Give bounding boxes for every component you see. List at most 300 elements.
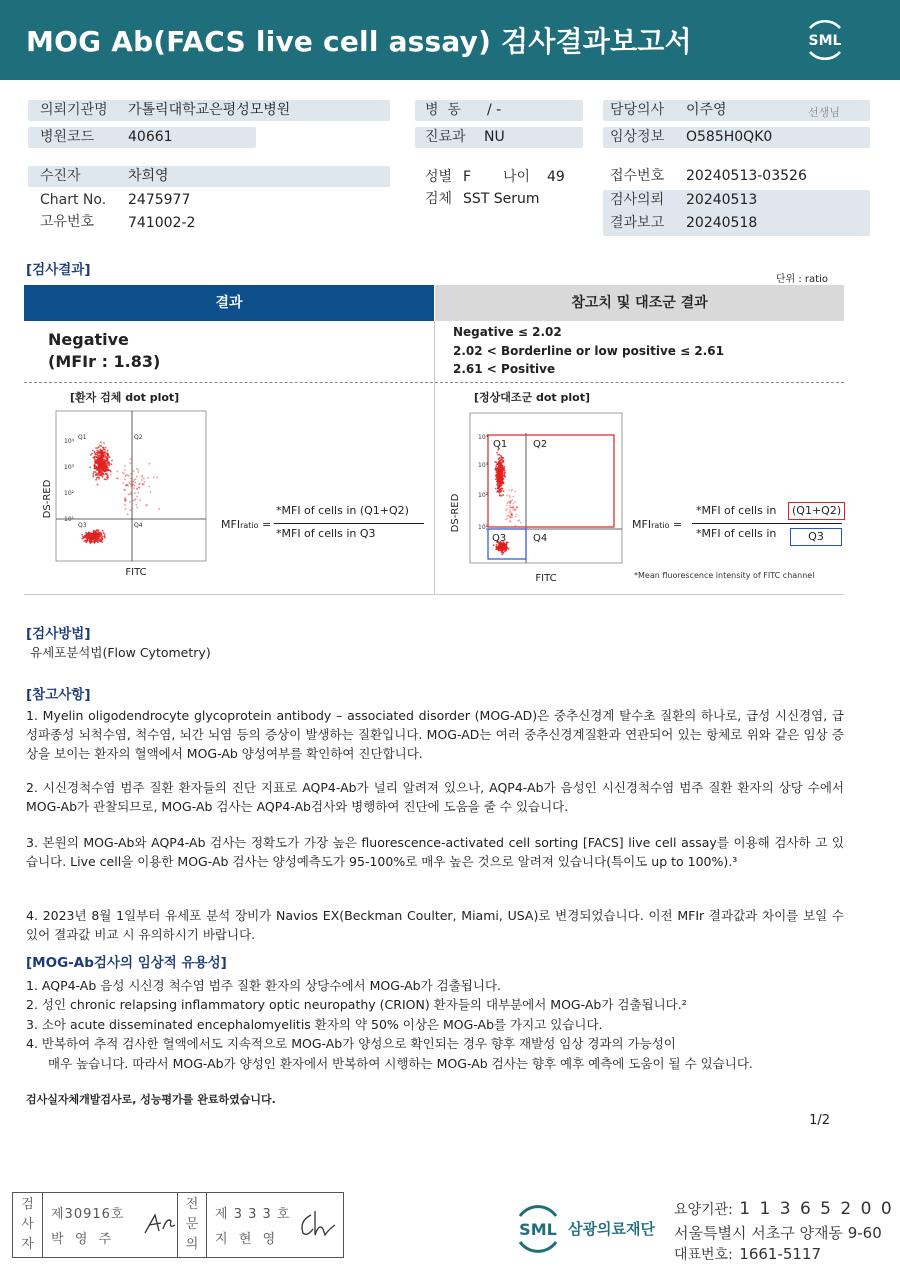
scatter-dot <box>512 514 514 516</box>
scatter-dot <box>504 548 506 550</box>
scatter-dot <box>136 476 138 478</box>
dept-label: 진료과 <box>425 129 466 145</box>
scatter-dot <box>99 445 101 447</box>
scatter-dot <box>507 542 509 544</box>
scatter-dot <box>107 475 109 477</box>
scatter-dot <box>137 492 139 494</box>
scatter-dot <box>96 477 98 479</box>
scatter-dot <box>130 473 132 475</box>
scatter-dot <box>504 466 506 468</box>
scatter-dot <box>495 488 497 490</box>
note-4: 4. 2023년 8월 1일부터 유세포 분석 장비가 Navios EX(Beckman Coulter, Miami, USA)로 변경되었습니다. 이전 MFIr 결과값과 차이를 보일 수 있어 결과값 비교 시 유의하시기 바랍니다. <box>26 908 844 942</box>
scatter-dot <box>504 544 506 546</box>
denominator-right: *MFI of cells in <box>696 527 777 540</box>
scatter-dot <box>135 498 137 500</box>
scatter-dot <box>134 482 136 484</box>
inspector-signature <box>141 1209 177 1239</box>
scatter-dot <box>92 450 94 452</box>
scatter-dot <box>501 551 503 553</box>
inspector-name: 박 영 주 <box>51 1232 113 1247</box>
scatter-dot <box>98 464 100 466</box>
inspector-vertical-label: 검사자 <box>13 1193 43 1257</box>
scatter-dot <box>82 536 84 538</box>
results-table <box>24 285 844 595</box>
specialist-number: 제 3 3 3 호 <box>215 1207 291 1222</box>
results-section-title: [검사결과] <box>26 262 91 278</box>
fraction-line <box>274 523 424 524</box>
scatter-dot <box>93 467 95 469</box>
scatter-dot <box>494 461 496 463</box>
scatter-dot <box>506 495 508 497</box>
scatter-dot <box>136 488 138 490</box>
scatter-dot <box>94 458 96 460</box>
scatter-dot <box>93 538 95 540</box>
svg-text:10¹: 10¹ <box>64 516 75 523</box>
scatter-dot <box>503 546 505 548</box>
scatter-dot <box>501 483 503 485</box>
receipt-label: 접수번호 <box>610 168 665 184</box>
ref-negative: Negative ≤ 2.02 <box>453 325 562 339</box>
scatter-dot <box>130 458 132 460</box>
mfi-note: *Mean fluorescence intensity of FITC channel <box>634 571 815 580</box>
note-3: 3. 본원의 MOG-Ab와 AQP4-Ab 검사는 정확도가 가장 높은 fluorescence-activated cell sorting [FACS] live cell assay를 이용해 검사하 고 있습니다. Live cell을 이용한 MOG-Ab 검사는 양성예측도가 95-100%로 매우 높은 것으로 알려져 있습니다(특이도 up to 100%).³ <box>26 835 844 869</box>
scatter-dot <box>82 538 84 540</box>
scatter-dot <box>102 530 104 532</box>
scatter-dot <box>136 507 138 509</box>
scatter-dot <box>156 477 158 479</box>
scatter-dot <box>501 495 503 497</box>
mfi-ratio-label: MFIratio = <box>632 518 683 531</box>
request-label: 검사의뢰 <box>610 192 665 208</box>
inspector-number: 제30916호 <box>51 1207 125 1222</box>
scatter-dot <box>501 487 503 489</box>
utility-item-1: 1. AQP4-Ab 음성 시신경 척수염 범주 질환 환자의 상당수에서 MOG-Ab가 검출됩니다. <box>26 978 501 993</box>
scatter-dot <box>94 531 96 533</box>
scatter-dot <box>97 452 99 454</box>
scatter-dot <box>124 478 126 480</box>
scatter-dot <box>84 536 86 538</box>
scatter-dot <box>503 461 505 463</box>
scatter-dot <box>96 461 98 463</box>
scatter-dot <box>498 480 500 482</box>
scatter-dot <box>111 463 113 465</box>
scatter-dot <box>135 504 137 506</box>
scatter-dot <box>133 479 135 481</box>
scatter-dot <box>100 534 102 536</box>
scatter-dot <box>98 536 100 538</box>
scatter-dot <box>511 499 513 501</box>
scatter-dot <box>104 470 106 472</box>
scatter-dot <box>515 516 517 518</box>
scatter-dot <box>102 460 104 462</box>
scatter-dot <box>88 532 90 534</box>
scatter-dot <box>91 453 93 455</box>
scatter-dot <box>125 508 127 510</box>
scatter-dot <box>502 467 504 469</box>
chart-value: 2475977 <box>128 192 191 208</box>
doctor-suffix: 선생님 <box>808 106 840 119</box>
scatter-dot <box>129 462 131 464</box>
reference-ranges <box>453 323 724 379</box>
scatter-dot <box>105 447 107 449</box>
scatter-dot <box>509 507 511 509</box>
scatter-dot <box>499 486 501 488</box>
scatter-dot <box>89 541 91 543</box>
result-status: Negative <box>48 330 129 349</box>
scatter-dot <box>501 478 503 480</box>
scatter-dot <box>512 496 514 498</box>
scatter-dot <box>130 481 132 483</box>
utility-item-4b: 매우 높습니다. 따라서 MOG-Ab가 양성인 환자에서 반복하여 시행하는 MOG-Ab 검사는 향후 예후 예측에 도움이 될 수 있습니다. <box>48 1056 753 1071</box>
report-value: 20240518 <box>686 215 758 231</box>
scatter-dot <box>517 520 519 522</box>
scatter-dot <box>499 473 501 475</box>
scatter-dot <box>125 474 127 476</box>
scatter-dot <box>498 463 500 465</box>
patient-dot-plot <box>34 407 214 587</box>
phone-label: 대표번호: <box>674 1247 733 1263</box>
scatter-dot <box>108 461 110 463</box>
scatter-dot <box>498 461 500 463</box>
scatter-dot <box>92 457 94 459</box>
care-institution-line <box>674 1199 894 1219</box>
scatter-dot <box>132 500 134 502</box>
scatter-dot <box>498 478 500 480</box>
scatter-dot <box>110 471 112 473</box>
scatter-dot <box>96 472 98 474</box>
scatter-dot <box>95 454 97 456</box>
svg-text:10³: 10³ <box>64 464 75 471</box>
scatter-dot <box>495 468 497 470</box>
phone-number: 1661-5117 <box>739 1245 822 1263</box>
scatter-dot <box>495 478 497 480</box>
scatter-dot <box>124 504 126 506</box>
scatter-dot <box>103 452 105 454</box>
scatter-dot <box>89 538 91 540</box>
scatter-dot <box>102 532 104 534</box>
scatter-dot <box>504 551 506 553</box>
scatter-dot <box>98 540 100 542</box>
scatter-dot <box>503 482 505 484</box>
request-value: 20240513 <box>686 192 758 208</box>
scatter-dot <box>95 471 97 473</box>
scatter-dot <box>105 479 107 481</box>
foundation-name: 삼광의료재단 <box>568 1220 655 1238</box>
scatter-dot <box>509 509 511 511</box>
scatter-dot <box>512 509 514 511</box>
scatter-dot <box>91 535 93 537</box>
scatter-dot <box>97 484 99 486</box>
scatter-dot <box>123 473 125 475</box>
scatter-dot <box>107 455 109 457</box>
uid-label: 고유번호 <box>40 214 95 230</box>
scatter-dot <box>141 476 143 478</box>
scatter-dot <box>497 467 499 469</box>
scatter-dot <box>103 474 105 476</box>
scatter-dot <box>498 469 500 471</box>
scatter-dot <box>499 484 501 486</box>
scatter-dot <box>122 472 124 474</box>
q4-label: Q4 <box>134 522 143 529</box>
scatter-dot <box>496 452 498 454</box>
uid-value: 741002-2 <box>128 215 196 231</box>
control-plot-caption: [정상대조군 dot plot] <box>474 391 590 404</box>
svg-text:10²: 10² <box>64 490 75 497</box>
scatter-dot <box>134 485 136 487</box>
scatter-dot <box>142 483 144 485</box>
scatter-dot <box>100 474 102 476</box>
scatter-dot <box>504 472 506 474</box>
hospital-code-label: 병원코드 <box>40 129 95 145</box>
scatter-dot <box>131 492 133 494</box>
scatter-dot <box>506 505 508 507</box>
result-value <box>48 329 160 373</box>
utility-section-title: [MOG-Ab검사의 임상적 유용성] <box>26 955 227 971</box>
scatter-dot <box>130 478 132 480</box>
q3-label: Q3 <box>492 533 507 544</box>
scatter-dot <box>130 483 132 485</box>
scatter-dot <box>137 469 139 471</box>
specimen-value: SST Serum <box>463 191 540 207</box>
q1-label: Q1 <box>493 439 508 450</box>
scatter-dot <box>124 465 126 467</box>
numerator-right: *MFI of cells in <box>696 504 777 517</box>
scatter-dot <box>506 508 508 510</box>
ref-positive: 2.61 < Positive <box>453 362 556 376</box>
scatter-dot <box>100 458 102 460</box>
scatter-dot <box>127 513 129 515</box>
scatter-dot <box>103 466 105 468</box>
sml-footer-logo-text: SML <box>519 1220 557 1239</box>
note-2: 2. 시신경척수염 범주 질환 환자들의 진단 지표로 AQP4-Ab가 널리 알려져 있으나, AQP4-Ab가 음성인 시신경척수염 범주 질환 환자의 상당 수에서 MOG-Ab가 관찰되므로, MOG-Ab 검사는 AQP4-Ab검사와 병행하여 진단에 도움을 줄 수 있습니다. <box>26 780 845 814</box>
scatter-dot <box>148 486 150 488</box>
scatter-dot <box>509 500 511 502</box>
sex-value: F <box>463 169 472 185</box>
result-mfir: (MFIr : 1.83) <box>48 352 161 371</box>
utility-item-3: 3. 소아 acute disseminated encephalomyelitis 환자의 약 50% 이상은 MOG-Ab를 가지고 있습니다. <box>26 1017 603 1032</box>
scatter-dot <box>125 498 127 500</box>
report-title: MOG Ab(FACS live cell assay) 검사결과보고서 <box>26 25 692 58</box>
dept-value: NU <box>484 129 505 145</box>
scatter-dot <box>88 535 90 537</box>
fraction-line <box>692 523 842 524</box>
address: 서울특별시 서초구 양재동 9-60 <box>674 1224 882 1242</box>
scatter-dot <box>133 481 135 483</box>
utility-item-4a: 4. 반복하여 추적 검사한 혈액에서도 지속적으로 MOG-Ab가 양성으로 확인되는 경우 향후 재발성 임상 경과의 가능성이 <box>26 1036 676 1051</box>
scatter-dot <box>96 536 98 538</box>
dashed-divider <box>24 382 844 383</box>
scatter-dot <box>93 534 95 536</box>
scatter-dot <box>95 466 97 468</box>
ref-borderline: 2.02 < Borderline or low positive ≤ 2.61 <box>453 343 724 358</box>
q1-label: Q1 <box>78 434 87 441</box>
y-axis-label: DS-RED <box>450 493 461 533</box>
svg-text:10¹: 10¹ <box>478 524 489 531</box>
report-header <box>0 0 900 80</box>
scatter-dot <box>508 511 510 513</box>
notes-section-title: [참고사항] <box>26 687 91 703</box>
scatter-dot <box>137 471 139 473</box>
q3-label: Q3 <box>78 522 87 529</box>
scatter-dot <box>85 535 87 537</box>
scatter-dot <box>104 460 106 462</box>
scatter-dot <box>145 505 147 507</box>
result-column-header: 결과 <box>24 285 434 321</box>
sml-logo-text: SML <box>808 33 842 49</box>
signature-box <box>12 1192 344 1258</box>
report-label: 결과보고 <box>610 215 665 231</box>
scatter-dot <box>122 482 124 484</box>
scatter-dot <box>141 475 143 477</box>
scatter-dot <box>131 508 133 510</box>
scatter-dot <box>149 463 151 465</box>
scatter-dot <box>514 491 516 493</box>
scatter-dot <box>510 517 512 519</box>
scatter-dot <box>506 518 508 520</box>
scatter-dot <box>503 490 505 492</box>
scatter-dot <box>108 465 110 467</box>
scatter-dot <box>147 477 149 479</box>
x-axis-label: FITC <box>125 567 147 578</box>
scatter-dot <box>92 474 94 476</box>
scatter-dot <box>111 460 113 462</box>
scatter-dot <box>510 511 512 513</box>
info-bar <box>28 166 390 187</box>
svg-text:10⁴: 10⁴ <box>478 434 489 441</box>
scatter-dot <box>130 485 132 487</box>
ward-value: / - <box>487 102 502 118</box>
scatter-dot <box>498 490 500 492</box>
scatter-dot <box>89 466 91 468</box>
scatter-dot <box>124 489 126 491</box>
mfi-ratio-label: MFIratio = <box>221 518 272 531</box>
scatter-dot <box>93 542 95 544</box>
scatter-dot <box>508 490 510 492</box>
receipt-value: 20240513-03526 <box>686 168 807 184</box>
scatter-dot <box>98 469 100 471</box>
scatter-dot <box>506 502 508 504</box>
scatter-dot <box>136 468 138 470</box>
scatter-dot <box>94 463 96 465</box>
scatter-dot <box>94 540 96 542</box>
scatter-dot <box>158 508 160 510</box>
care-label: 요양기관: <box>674 1202 733 1218</box>
scatter-dot <box>500 459 502 461</box>
svg-text:10⁴: 10⁴ <box>64 438 75 445</box>
chart-label: Chart No. <box>40 192 107 208</box>
scatter-dot <box>138 486 140 488</box>
scatter-dot <box>153 476 155 478</box>
clinical-value: O585H0QK0 <box>686 129 773 145</box>
scatter-dot <box>98 457 100 459</box>
ward-label: 병 동 <box>425 102 461 118</box>
denominator-left: *MFI of cells in Q3 <box>276 527 376 540</box>
scatter-dot <box>85 539 87 541</box>
scatter-dot <box>499 457 501 459</box>
scatter-dot <box>138 483 140 485</box>
scatter-dot <box>130 510 132 512</box>
scatter-dot <box>107 469 109 471</box>
scatter-dot <box>516 507 518 509</box>
scatter-dot <box>91 533 93 535</box>
scatter-dot <box>511 489 513 491</box>
scatter-dot <box>96 530 98 532</box>
q2-label: Q2 <box>533 439 548 450</box>
control-dot-plot <box>442 409 628 595</box>
scatter-dot <box>86 537 88 539</box>
scatter-dot <box>495 475 497 477</box>
scatter-dot <box>141 479 143 481</box>
age-label: 나이 <box>503 169 531 185</box>
scatter-dot <box>499 471 501 473</box>
scatter-dot <box>128 494 130 496</box>
scatter-dot <box>103 535 105 537</box>
scatter-dot <box>501 548 503 550</box>
patient-value: 차희영 <box>128 168 169 184</box>
denominator-right-box: Q3 <box>790 528 842 546</box>
scatter-dot <box>513 503 515 505</box>
scatter-dot <box>101 455 103 457</box>
scatter-dot <box>501 469 503 471</box>
age-value: 49 <box>547 169 565 185</box>
scatter-dot <box>509 496 511 498</box>
scatter-dot <box>126 484 128 486</box>
scatter-dot <box>105 457 107 459</box>
sex-label: 성별 <box>425 169 453 185</box>
specialist-vertical-label: 전문의 <box>177 1193 207 1257</box>
scatter-dot <box>508 548 510 550</box>
x-axis-label: FITC <box>535 573 557 584</box>
note-1: 1. Myelin oligodendrocyte glycoprotein antibody – associated disorder (MOG-AD)은 중추신경계 탈수초 질환의 하나로, 급성 시신경염, 급성파종성 뇌척수염, 척수염, 뇌간 뇌염 등의 증상이 발생하는 질환입니다. MOG-AD는 여러 중추신경계질환과 연관되어 있는 항체로 위와 같은 임상 증상을 보이는 환자의 혈액에서 MOG-Ab 양성여부를 확인하여 진단합니다. <box>26 708 844 761</box>
scatter-dot <box>497 454 499 456</box>
scatter-dot <box>105 473 107 475</box>
scatter-dot <box>499 544 501 546</box>
page-number: 1/2 <box>809 1113 830 1128</box>
q4-label: Q4 <box>533 533 548 544</box>
scatter-dot <box>506 515 508 517</box>
y-axis-label: DS-RED <box>42 479 53 519</box>
scatter-dot <box>98 473 100 475</box>
scatter-dot <box>136 496 138 498</box>
scatter-dot <box>85 542 87 544</box>
scatter-dot <box>125 501 127 503</box>
numerator-left: *MFI of cells in (Q1+Q2) <box>276 504 409 517</box>
scatter-dot <box>116 478 118 480</box>
scatter-dot <box>501 457 503 459</box>
scatter-dot <box>511 507 513 509</box>
specialist-name: 지 현 영 <box>215 1232 277 1247</box>
scatter-dot <box>116 471 118 473</box>
care-number: 1 1 3 6 5 2 0 0 <box>739 1199 894 1219</box>
scatter-dot <box>104 463 106 465</box>
specimen-label: 검체 <box>425 191 453 207</box>
scatter-dot <box>129 493 131 495</box>
scatter-dot <box>100 441 102 443</box>
utility-item-2: 2. 성인 chronic relapsing inflammatory optic neuropathy (CRION) 환자들의 대부분에서 MOG-Ab가 검출됩니다.² <box>26 997 687 1012</box>
scatter-dot <box>150 491 152 493</box>
scatter-dot <box>143 478 145 480</box>
scatter-dot <box>107 450 109 452</box>
scatter-dot <box>129 501 131 503</box>
hospital-code-value: 40661 <box>128 129 173 145</box>
scatter-dot <box>93 476 95 478</box>
scatter-dot <box>509 503 511 505</box>
scatter-dot <box>93 472 95 474</box>
scatter-dot <box>516 514 518 516</box>
svg-text:10³: 10³ <box>478 462 489 469</box>
scatter-dot <box>496 544 498 546</box>
scatter-dot <box>101 467 103 469</box>
